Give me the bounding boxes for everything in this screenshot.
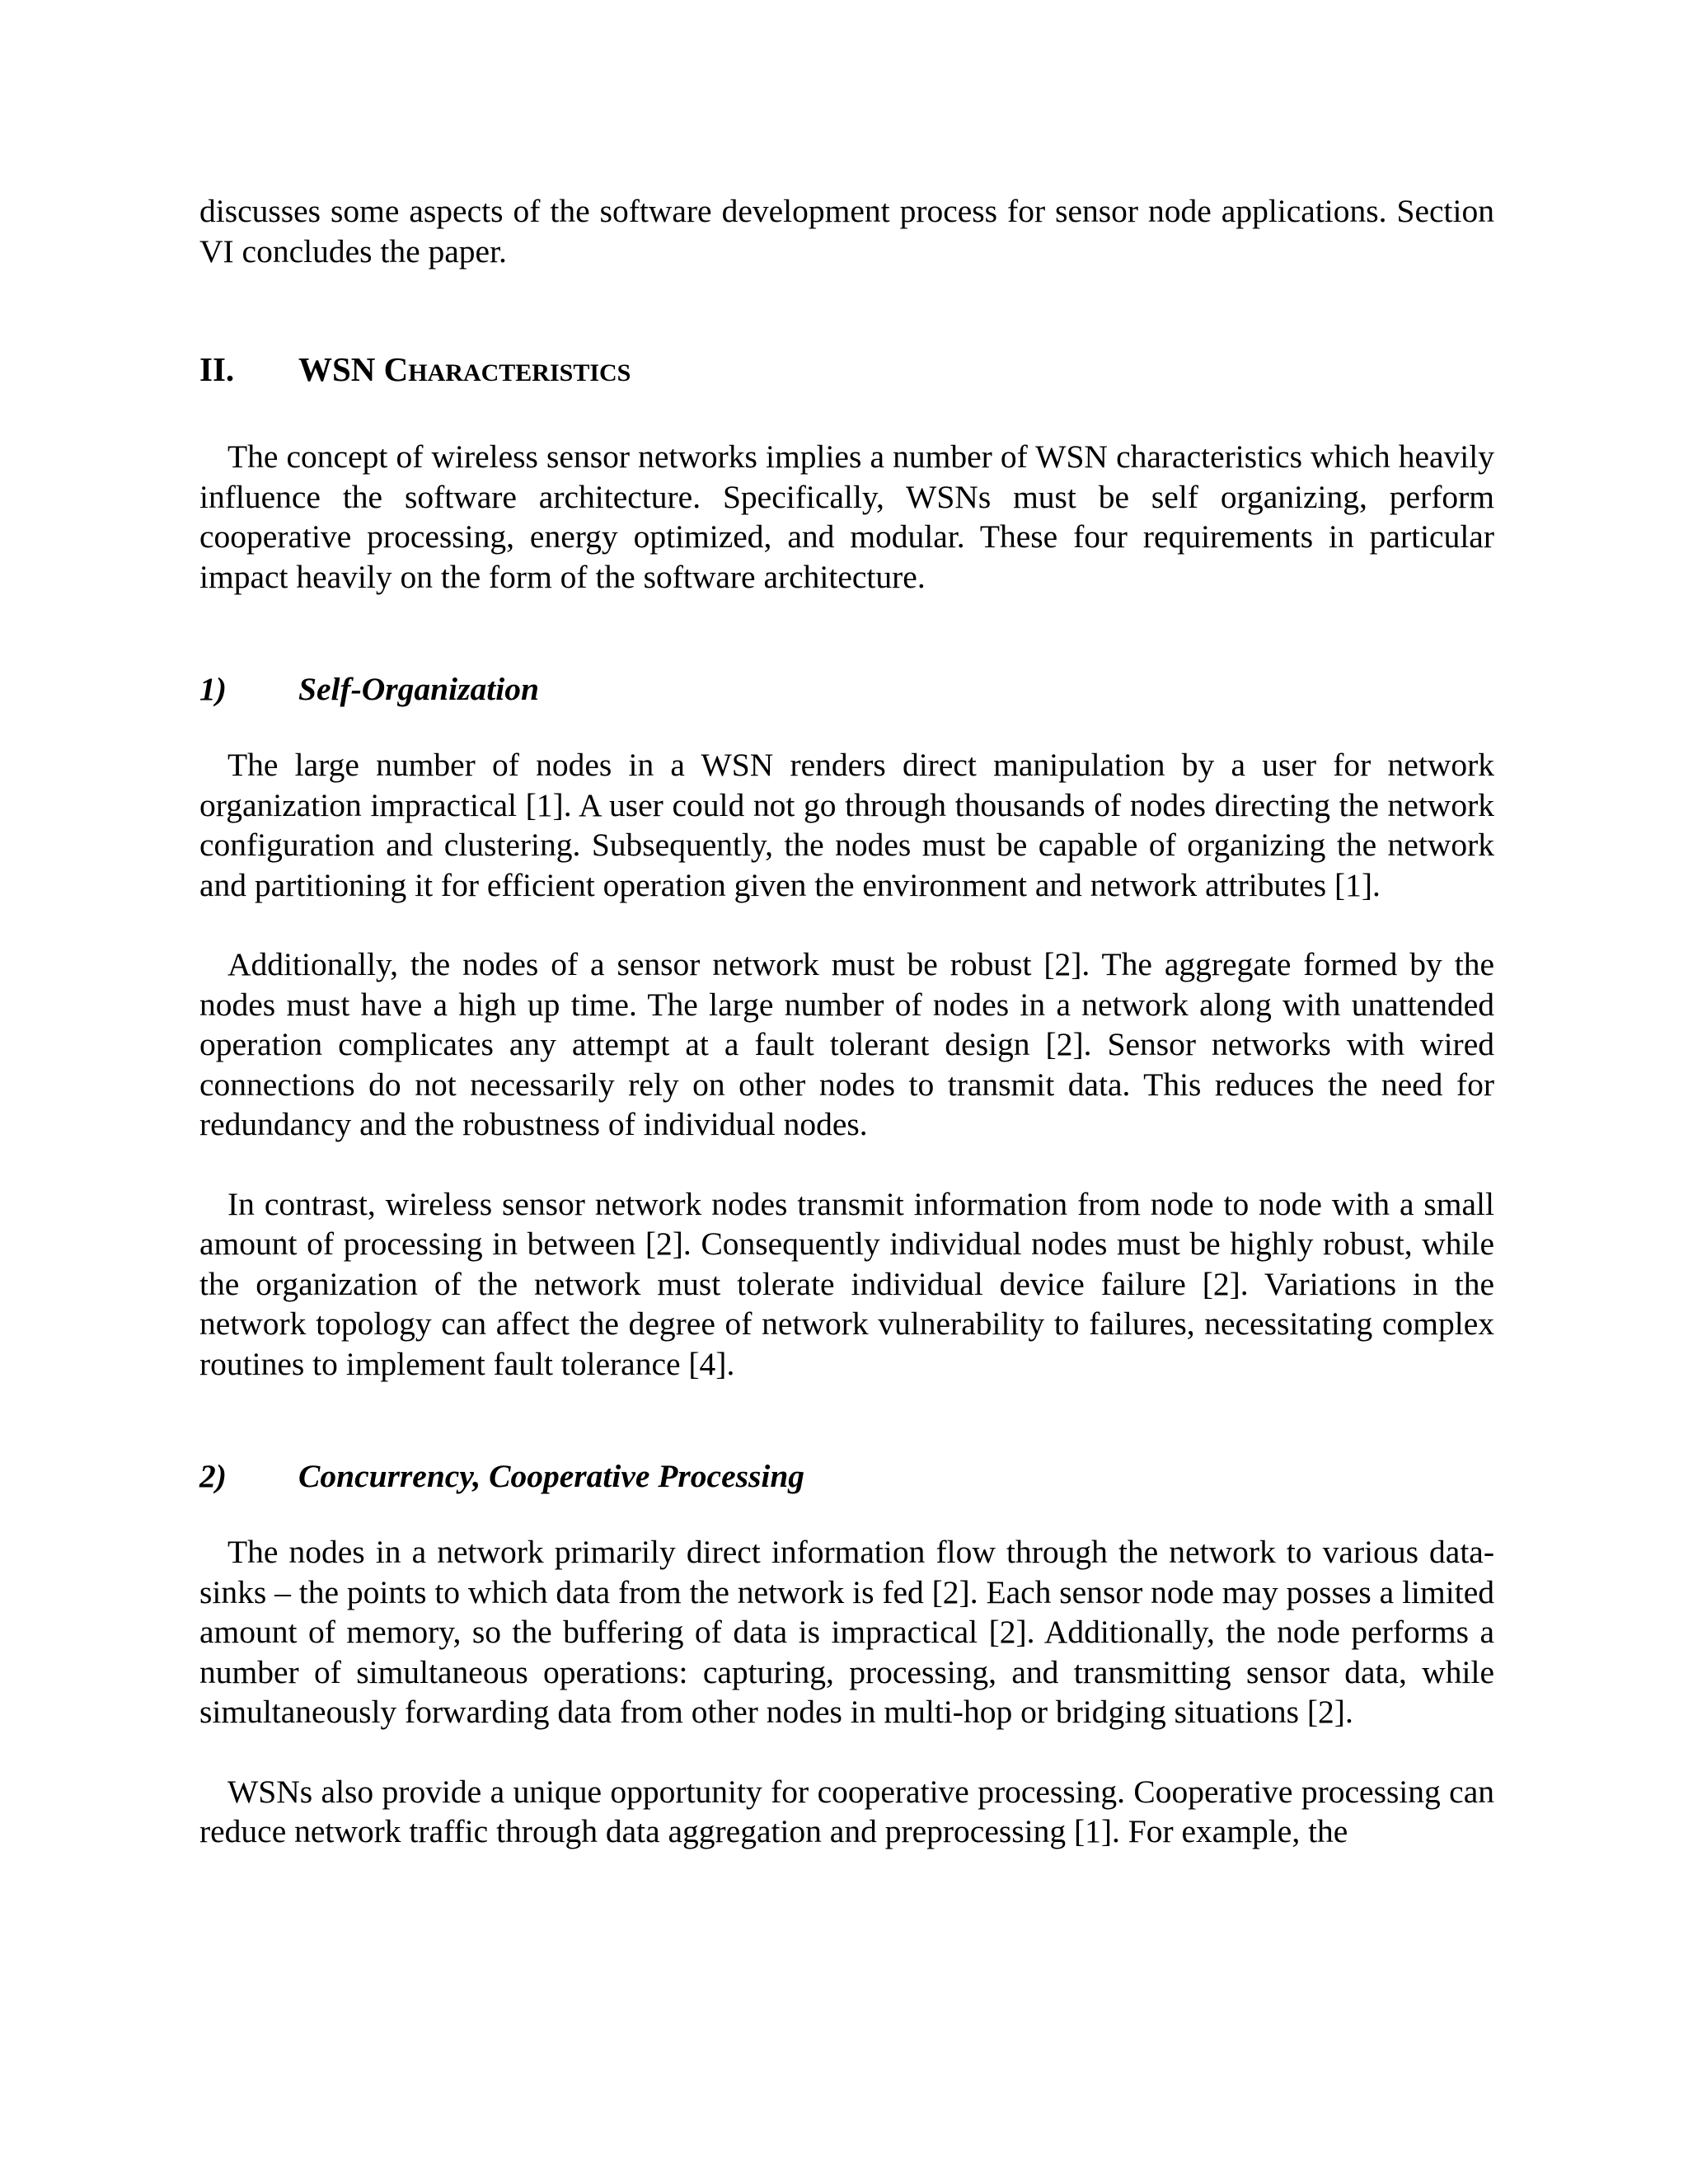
subsection-number: 1) (199, 671, 227, 707)
body-paragraph: Additionally, the nodes of a sensor network must be robust [2]. The aggregate formed by the nodes must have a high up time. The large number of nodes in a network along with unattended operation complicates any attempt at a fault tolerant design [2]. Sensor networks with wired connections do not necessarily rely on other nodes to transmit data. This reduces the need for redundancy and the robustness of individual nodes. (199, 946, 1494, 1142)
subsection-title: Self-Organization (298, 671, 539, 707)
body-paragraph: WSNs also provide a unique opportunity for cooperative processing. Cooperative processing can reduce network traffic through data aggregation and preprocessing [1]. For example, the (199, 1773, 1494, 1849)
section-title-initial: WSN C (298, 350, 409, 388)
subsection-heading-2 (199, 1456, 1494, 1496)
subsection-heading-1 (199, 669, 1494, 709)
section-paragraph: The concept of wireless sensor networks implies a number of WSN characteristics which heavily influence the software architecture. Specifically, WSNs must be self organizing, perform cooperative processing, energy optimized, and modular. These four requirements in particular impact heavily on the form of the software architecture. (199, 438, 1494, 595)
section-title (298, 349, 631, 394)
subsection-number: 2) (199, 1458, 227, 1494)
section-title-smallcaps: HARACTERISTICS (408, 359, 631, 387)
body-paragraph: The large number of nodes in a WSN renders direct manipulation by a user for network organization impractical [1]. A user could not go through thousands of nodes directing the network configuration and clustering. Subsequently, the nodes must be capable of organizing the network and partitioning it for efficient operation given the environment and network attributes [1]. (199, 747, 1494, 903)
paper-page (199, 191, 1494, 1852)
section-number: II. (199, 350, 235, 388)
body-paragraph: In contrast, wireless sensor network nodes transmit information from node to node with a small amount of processing in between [2]. Consequently individual nodes must be highly robust, while the organization of the network must tolerate individual device failure [2]. Variations in the network topology can affect the degree of network vulnerability to failures, necessitating complex routines to implement fault tolerance [4]. (199, 1185, 1494, 1382)
subsection-title: Concurrency, Cooperative Processing (298, 1458, 805, 1494)
section-heading (199, 349, 1494, 394)
intro-paragraph: discusses some aspects of the software development process for sensor node applications. Section VI concludes the paper. (199, 193, 1494, 269)
body-paragraph: The nodes in a network primarily direct information flow through the network to various data-sinks – the points to which data from the network is fed [2]. Each sensor node may posses a limited amount of memory, so the buffering of data is impractical [2]. Additionally, the node performs a number of simultaneous operations: capturing, processing, and transmitting sensor data, while simultaneously forwarding data from other nodes in multi-hop or bridging situations [2]. (199, 1534, 1494, 1730)
